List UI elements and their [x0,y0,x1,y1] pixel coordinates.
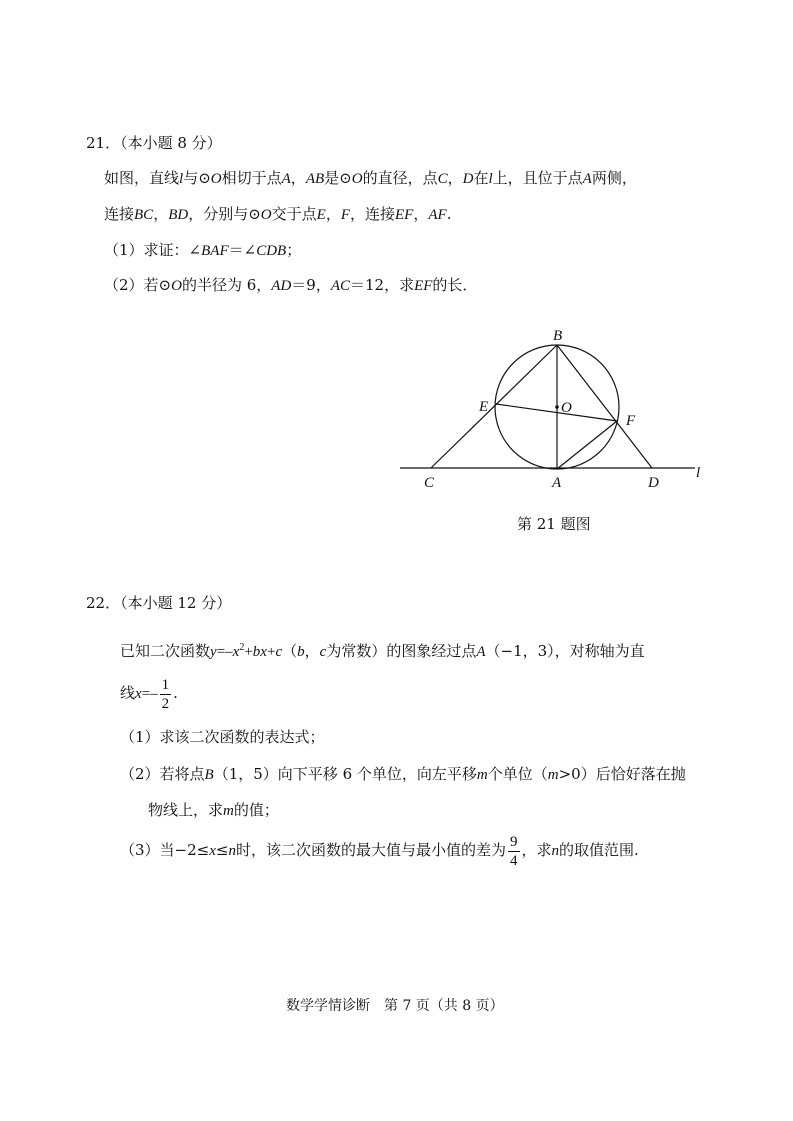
segment-bc [431,345,557,468]
q21-figure [390,320,720,500]
label-e: E [479,399,489,415]
fraction-nine-fourths: $\frac{9}{4}$ [510,833,518,869]
label-o: O [561,400,572,416]
center-dot [555,405,559,409]
q22-paragraph-1: 已知二次函数$y=-x^2+bx+c(b$，c为常数）的图象经过点A（−1，3），对称轴为直 [120,642,645,660]
label-a: A [552,475,562,491]
label-b: B [553,328,563,344]
q21-paragraph-2: 连接BC，BD，分别与⊙O交于点E，F，连接EF，AF. [104,205,452,223]
figure-caption: 第 21 题图 [517,515,591,533]
label-d: D [648,475,659,491]
q21-paragraph-1: 如图，直线l与⊙O相切于点A，AB是⊙O的直径，点C，D在l上，且位于点A两侧， [104,169,637,187]
q22-subquestion-2a: （2）若将点B（1，5）向下平移 6 个单位，向左平移m个单位（m>0）后恰好落在抛 [120,765,686,783]
fraction-one-half: $\frac{1}{2}$ [161,676,170,712]
q21-subquestion-2: （2）若⊙O的半径为 6，AD＝9，AC＝12，求EF的长． [104,276,478,294]
q22-subquestion-3: （3）当−2≤x≤n时，该二次函数的最大值与最小值的差为 $\frac{9}{4}$ ，求n的取值范围. [120,833,639,869]
label-f: F [626,413,636,429]
q22-paragraph-2: 线x=– $\frac{1}{2}$ . [120,676,178,712]
q22-subquestion-2b: 物线上，求m的值； [148,801,279,819]
label-c: C [424,475,435,491]
q21-subquestion-1: （1）求证：∠BAF＝∠CDB； [104,241,302,259]
label-l: l [696,465,701,481]
q22-header: 22．（本小题 12 分） [86,594,232,612]
q21-header: 21．（本小题 8 分） [86,134,222,152]
page-footer: 数学学情诊断 第 7 页（共 8 页） [286,998,504,1014]
q22-subquestion-1: （1）求该二次函数的表达式； [120,728,325,746]
